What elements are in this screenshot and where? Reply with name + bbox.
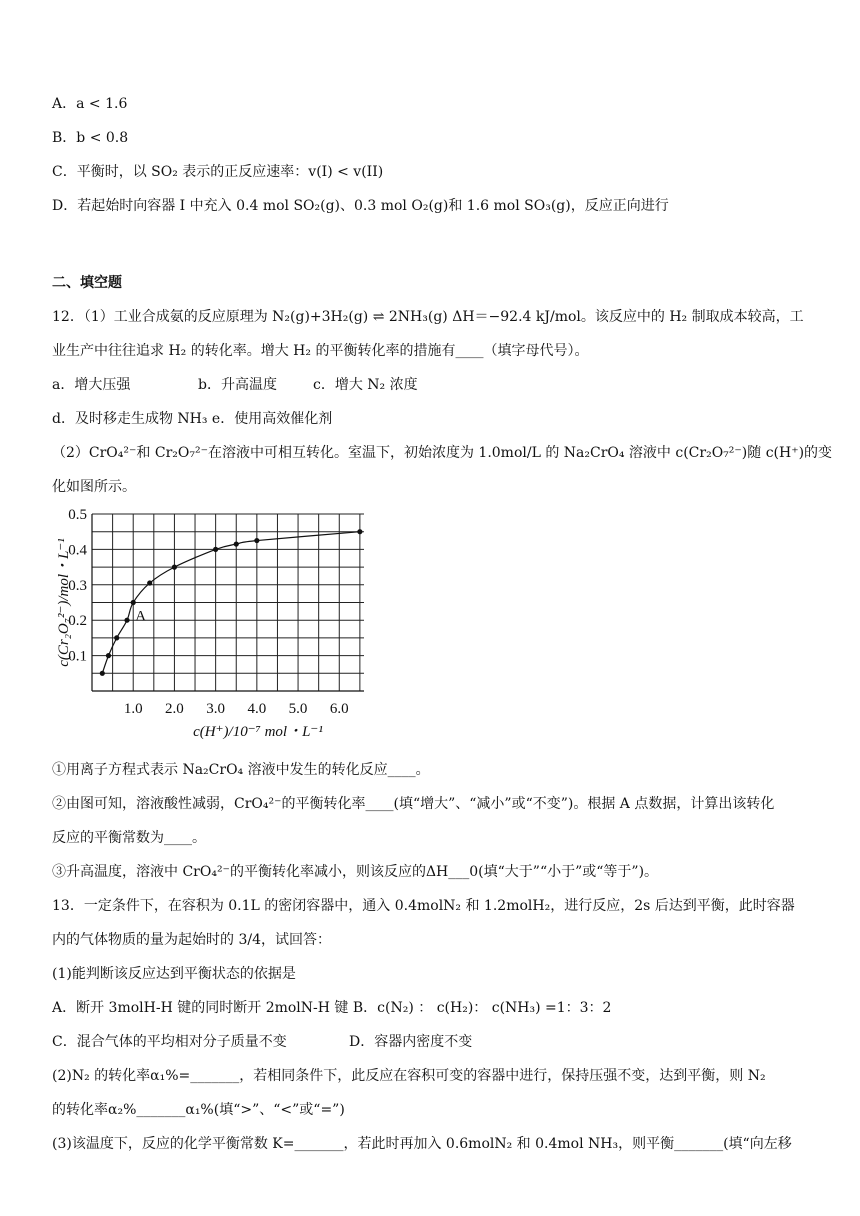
data-point xyxy=(172,565,177,570)
y-tick-label: 0.1 xyxy=(68,648,87,665)
data-point xyxy=(100,671,105,676)
chart-svg xyxy=(52,508,382,748)
q13-line1: 13．一定条件下，在容积为 0.1L 的密闭容器中，通入 0.4molN₂ 和 1.2molH₂，进行反应，2s 后达到平衡，此时容器 xyxy=(52,898,795,914)
data-point xyxy=(254,538,259,543)
option-b: B．b < 0.8 xyxy=(52,130,129,146)
data-point xyxy=(131,600,136,605)
y-tick-label: 0.2 xyxy=(68,613,87,630)
q12-option-de: d．及时移走生成物 NH₃ e．使用高效催化剂 xyxy=(52,411,333,427)
option-c: C．平衡时，以 SO₂ 表示的正反应速率：v(I) < v(II) xyxy=(52,164,384,180)
x-tick-label: 4.0 xyxy=(247,701,267,717)
option-a: A．a < 1.6 xyxy=(52,96,128,112)
data-point xyxy=(213,547,218,552)
data-point xyxy=(357,529,362,534)
q13-option-d: D．容器内密度不变 xyxy=(349,1034,473,1050)
q12-sub2-line1: ②由图可知，溶液酸性减弱，CrO₄²⁻的平衡转化率____(填“增大”、“减小”或“不变”)。根据 A 点数据，计算出该转化 xyxy=(52,796,775,812)
q12-part2-line1: （2）CrO₄²⁻和 Cr₂O₇²⁻在溶液中可相互转化。室温下，初始浓度为 1.0mol/L 的 Na₂CrO₄ 溶液中 c(Cr₂O₇²⁻)随 c(H⁺)的变 xyxy=(52,445,833,461)
data-point xyxy=(234,541,239,546)
y-tick-label: 0.5 xyxy=(68,508,87,523)
section-title: 二、填空题 xyxy=(52,275,122,291)
x-tick-label: 2.0 xyxy=(165,701,184,717)
x-tick-label: 1.0 xyxy=(123,701,143,717)
q12-sub1: ①用离子方程式表示 Na₂CrO₄ 溶液中发生的转化反应____。 xyxy=(52,762,430,778)
option-d: D．若起始时向容器 I 中充入 0.4 mol SO₂(g)、0.3 mol O₂(g)和 1.6 mol SO₃(g)，反应正向进行 xyxy=(52,198,669,214)
data-point xyxy=(124,618,129,623)
q12-part2-line2: 化如图所示。 xyxy=(52,479,136,495)
y-tick-label: 0.4 xyxy=(68,542,87,559)
q13-line7: 的转化率α₂%_______α₁%(填“>”、“<”或“=”) xyxy=(52,1102,345,1118)
data-point xyxy=(114,635,119,640)
q12-part1-line1: 12．（1）工业合成氨的反应原理为 N₂(g)+3H₂(g) ⇌ 2NH₃(g) ΔH＝−92.4 kJ/mol。该反应中的 H₂ 制取成本较高，工 xyxy=(52,309,804,325)
q12-sub3: ③升高温度，溶液中 CrO₄²⁻的平衡转化率减小，则该反应的ΔH___0(填“大于”“小于”或“等于”)。 xyxy=(52,864,659,880)
q12-option-a: a．增大压强 xyxy=(52,377,131,393)
point-a-label: A xyxy=(135,608,147,625)
data-point xyxy=(147,580,152,585)
x-tick-label: 3.0 xyxy=(206,701,226,717)
q13-line3: (1)能判断该反应达到平衡状态的依据是 xyxy=(52,966,296,982)
q13-line2: 内的气体物质的量为起始时的 3/4，试回答： xyxy=(52,932,331,948)
y-tick-label: 0.3 xyxy=(68,577,87,594)
q13-line4: A．断开 3molH-H 键的同时断开 2molN-H 键 B．c(N₂) ： c(H₂)： c(NH₃) =1：3：2 xyxy=(52,1000,612,1016)
chart-ticks xyxy=(68,508,348,717)
data-point xyxy=(106,653,111,658)
q12-sub2-line2: 反应的平衡常数为____。 xyxy=(52,830,206,846)
q13-line6: (2)N₂ 的转化率α₁%=_______，若相同条件下，此反应在容积可变的容器中进行，保持压强不变，达到平衡，则 N₂ xyxy=(52,1068,766,1084)
q13-option-c: C．混合气体的平均相对分子质量不变 xyxy=(52,1034,287,1050)
y-axis-label: c(Cr₂O₇²⁻)/mol・L⁻¹ xyxy=(56,538,72,667)
q12-option-c: c．增大 N₂ 浓度 xyxy=(313,377,418,393)
x-tick-label: 6.0 xyxy=(329,701,349,717)
q13-line8: (3)该温度下，反应的化学平衡常数 K=_______，若此时再加入 0.6molN₂ 和 0.4mol NH₃，则平衡_______(填“向左移 xyxy=(52,1136,792,1152)
q12-part1-line2: 业生产中往往追求 H₂ 的转化率。增大 H₂ 的平衡转化率的措施有____（填字母代号）。 xyxy=(52,343,589,359)
x-axis-label: c(H⁺)/10⁻⁷ mol・L⁻¹ xyxy=(193,724,323,740)
concentration-chart xyxy=(52,508,382,748)
q12-option-b: b．升高温度 xyxy=(198,377,277,393)
x-tick-label: 5.0 xyxy=(288,701,308,717)
